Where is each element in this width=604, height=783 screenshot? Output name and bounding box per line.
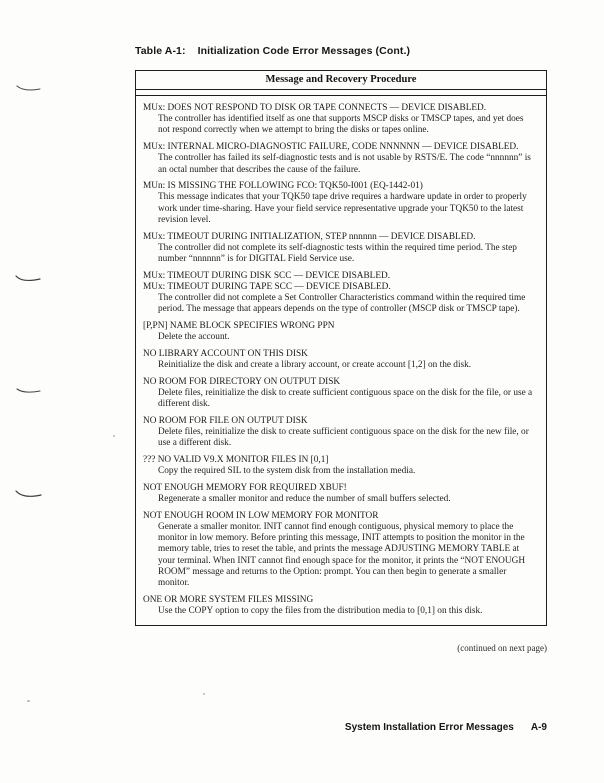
pencil-mark	[16, 386, 42, 396]
error-message: [P,PN] NAME BLOCK SPECIFIES WRONG PPN	[143, 320, 335, 331]
recovery-text: The controller did not complete a Set Controller Characteristics command within the required time period. The message that appears depends on the type of controller (MSCP disk or TMSCP tape).	[158, 293, 526, 315]
error-message: NOT ENOUGH MEMORY FOR REQUIRED XBUF!	[143, 482, 347, 493]
footer-section-title: System Installation Error Messages	[344, 722, 514, 733]
error-message: ONE OR MORE SYSTEM FILES MISSING	[143, 594, 314, 605]
error-message: ??? NO VALID V9.X MONITOR FILES IN [0,1]	[143, 454, 329, 465]
recovery-text: Copy the required SIL to the system disk from the installation media.	[158, 466, 416, 477]
recovery-text: Generate a smaller monitor. INIT cannot find enough contiguous, physical memory to place the monitor in low memory. Before printing this message, INIT attempts to position the monitor in the memory table, tries to reset the table, and prints the message ADJUSTING MEMORY TABLE at your terminal. When INIT cannot find enough space for the monitor, it prints the “NOT ENOUGH ROOM” message and returns to the Option: prompt. You can then begin to generate a smaller monitor.	[158, 522, 526, 589]
recovery-text: The controller has identified itself as one that supports MSCP disks or TMSCP tapes, and yet does not respond correctly when we attempt to bring the disks or tapes online.	[158, 114, 524, 136]
recovery-text: Delete files, reinitialize the disk to create sufficient contiguous space on the disk for the new file, or use a different disk.	[158, 427, 529, 449]
recovery-text: Delete the account.	[158, 332, 230, 343]
error-entry	[143, 349, 538, 371]
error-entry	[143, 321, 538, 343]
error-message: NO LIBRARY ACCOUNT ON THIS DISK	[143, 348, 308, 359]
recovery-text: The controller has failed its self-diagnostic tests and is not usable by RSTS/E. The code “nnnnnn” is an octal number that describes the cause of the failure.	[158, 153, 531, 175]
error-entry	[143, 511, 538, 589]
error-message: NOT ENOUGH ROOM IN LOW MEMORY FOR MONITOR	[143, 510, 379, 521]
error-entry	[143, 595, 538, 617]
table-caption-text: Initialization Code Error Messages (Cont.)	[197, 45, 411, 57]
error-entry	[143, 142, 538, 176]
table-caption	[135, 45, 410, 57]
recovery-text: This message indicates that your TQK50 tape drive requires a hardware update in order to properly work under time-sharing. Have your field service representative upgrade your TQK50 to the latest revision level.	[158, 192, 527, 225]
error-message-table	[135, 70, 547, 626]
error-message: MUn: IS MISSING THE FOLLOWING FCO: TQK50-I001 (EQ-1442-01)	[143, 181, 423, 192]
error-entry	[143, 483, 538, 505]
error-message: NO ROOM FOR DIRECTORY ON OUTPUT DISK	[143, 376, 341, 387]
table-caption-label: Table A-1:	[135, 45, 186, 57]
recovery-text: The controller did not complete its self-diagnostic tests within the required time period. The step number “nnnnnn” is for DIGITAL Field Service use.	[158, 242, 517, 264]
recovery-text: Reinitialize the disk and create a library account, or create account [1,2] on the disk.	[158, 360, 472, 371]
recovery-text: Regenerate a smaller monitor and reduce the number of small buffers selected.	[158, 494, 451, 505]
table-body	[136, 96, 546, 625]
error-entry	[143, 271, 538, 316]
error-entry	[143, 181, 538, 226]
error-message: MUx: DOES NOT RESPOND TO DISK OR TAPE CONNECTS — DEVICE DISABLED.	[143, 103, 487, 113]
error-message: MUx: INTERNAL MICRO-DIAGNOSTIC FAILURE, CODE NNNNNN — DEVICE DISABLED.	[143, 142, 519, 153]
error-entry	[143, 455, 538, 477]
scan-speck	[27, 700, 30, 702]
pencil-mark	[15, 274, 41, 284]
scan-speck	[113, 435, 115, 437]
recovery-text: Use the COPY option to copy the files from the distribution media to [0,1] on this disk.	[158, 605, 483, 616]
recovery-text: Delete files, reinitialize the disk to create sufficient contiguous space on the disk for the file, or use a different disk.	[158, 387, 533, 410]
error-entry	[143, 377, 538, 411]
error-entry	[143, 232, 538, 266]
error-entry	[143, 416, 538, 450]
page-footer	[135, 722, 547, 733]
error-entry	[143, 103, 538, 137]
error-message: NO ROOM FOR FILE ON OUTPUT DISK	[143, 415, 308, 426]
pencil-mark	[15, 489, 41, 499]
error-message: MUx: TIMEOUT DURING INITIALIZATION, STEP nnnnnn — DEVICE DISABLED.	[143, 231, 476, 242]
continued-note: (continued on next page)	[457, 643, 547, 653]
footer-page-number: A-9	[530, 722, 547, 733]
error-message: MUx: TIMEOUT DURING DISK SCC — DEVICE DISABLED.	[143, 270, 391, 281]
table-header: Message and Recovery Procedure	[136, 71, 546, 90]
scan-speck	[203, 693, 205, 695]
error-message: MUx: TIMEOUT DURING TAPE SCC — DEVICE DISABLED.	[143, 281, 391, 292]
pencil-mark	[16, 84, 42, 94]
